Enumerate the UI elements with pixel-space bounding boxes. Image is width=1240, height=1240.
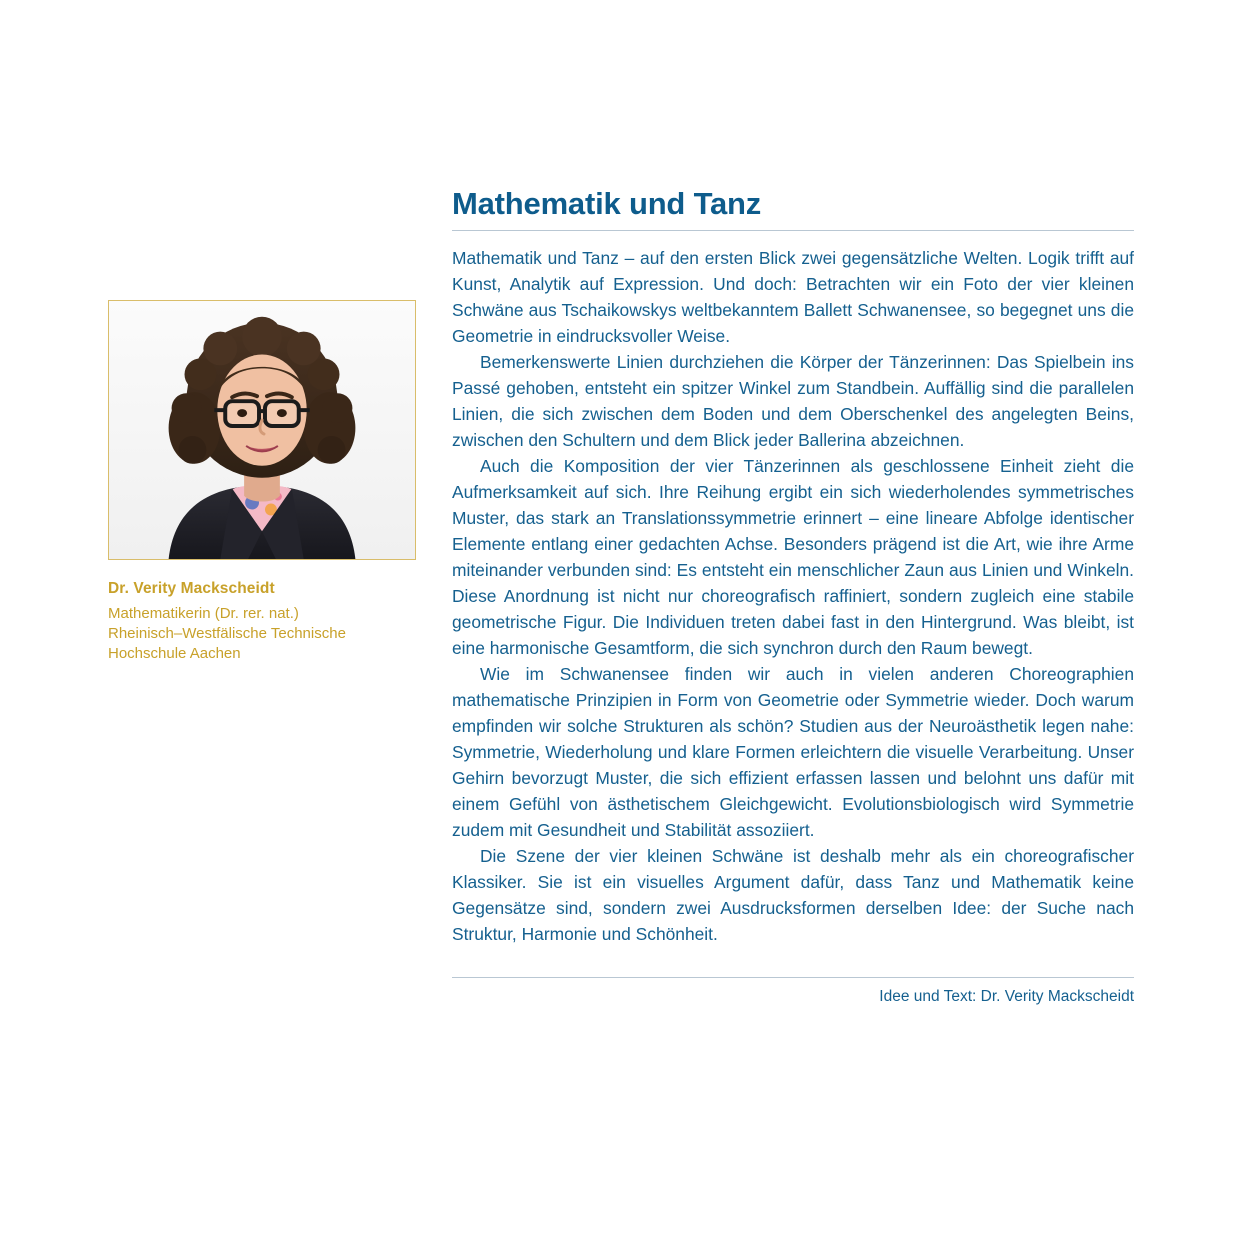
- paragraph: Auch die Komposition der vier Tänzerinnen als geschlossene Einheit zieht die Aufmerksamkeit auf sich. Ihre Reihung ergibt ein sich wiederholendes symmetrisches Muster, das stark an Translationssymmetrie erinnert – eine lineare Abfolge identischer Elemente entlang einer gedachten Achse. Besonders prägend ist die Art, wie ihre Arme miteinander verbunden sind: Es entsteht ein menschlicher Zaun aus Linien und Winkeln. Diese Anordnung ist nicht nur choreografisch raffiniert, sondern zugleich eine stabile geometrische Figur. Die Individuen treten dabei fast in den Hintergrund. Was bleibt, ist eine harmonische Gesamtform, die sich synchron durch den Raum bewegt.: [452, 455, 1134, 658]
- paragraph: Die Szene der vier kleinen Schwäne ist deshalb mehr als ein choreografischer Klassiker. Sie ist ein visuelles Argument dafür, dass Tanz und Mathematik keine Gegensätze sind, sondern zwei Ausdrucksformen derselben Idee: der Suche nach Struktur, Harmonie und Schönheit.: [452, 846, 1134, 945]
- title-divider: [452, 230, 1134, 231]
- paragraph: Mathematik und Tanz – auf den ersten Blick zwei gegensätzliche Welten. Logik trifft auf Kunst, Analytik auf Expression. Und doch: Betrachten wir ein Foto der vier kleinen Schwäne aus Tschaikowskys weltbekanntem Ballett Schwanensee, so begegnet uns die Geometrie in eindrucksvoller Weise.: [452, 247, 1134, 346]
- article: [452, 186, 1134, 1006]
- portrait-frame: [108, 300, 416, 560]
- author-role: Mathematikerin (Dr. rer. nat.): [108, 605, 299, 622]
- credit-divider: [452, 977, 1134, 978]
- author-affiliation-line2: Hochschule Aachen: [108, 644, 241, 662]
- portrait-photo: [109, 301, 415, 559]
- author-affiliation-line1: Rheinisch–Westfälische Technische: [108, 624, 346, 642]
- article-credit: Idee und Text: Dr. Verity Mackscheidt: [879, 988, 1134, 1006]
- author-block: [108, 300, 418, 664]
- paragraph: Wie im Schwanensee finden wir auch in vielen anderen Choreographien mathematische Prinzipien in Form von Geometrie oder Symmetrie wieder. Doch warum empfinden wir solche Strukturen als schön? Studien aus der Neuroästhetik legen nahe: Symmetrie, Wiederholung und klare Formen erleichtern die visuelle Verarbeitung. Unser Gehirn bevorzugt Muster, die sich effizient erfassen lassen und belohnt uns dafür mit einem Gefühl von ästhetischem Gleichgewicht. Evolutionsbiologisch wird Symmetrie zudem mit Gesundheit und Stabilität assoziiert.: [452, 663, 1134, 840]
- author-name: Dr. Verity Mackscheidt: [108, 580, 275, 597]
- page-title: Mathematik und Tanz: [452, 186, 762, 221]
- author-affiliation: [108, 604, 418, 664]
- paragraph: Bemerkenswerte Linien durchziehen die Körper der Tänzerinnen: Das Spielbein ins Passé gehoben, entsteht ein spitzer Winkel zum Standbein. Auffällig sind die parallelen Linien, die sich zwischen dem Boden und dem Oberschenkel des angelegten Beins, zwischen den Schultern und dem Blick jeder Ballerina abzeichnen.: [452, 351, 1134, 450]
- article-body: [452, 245, 1134, 947]
